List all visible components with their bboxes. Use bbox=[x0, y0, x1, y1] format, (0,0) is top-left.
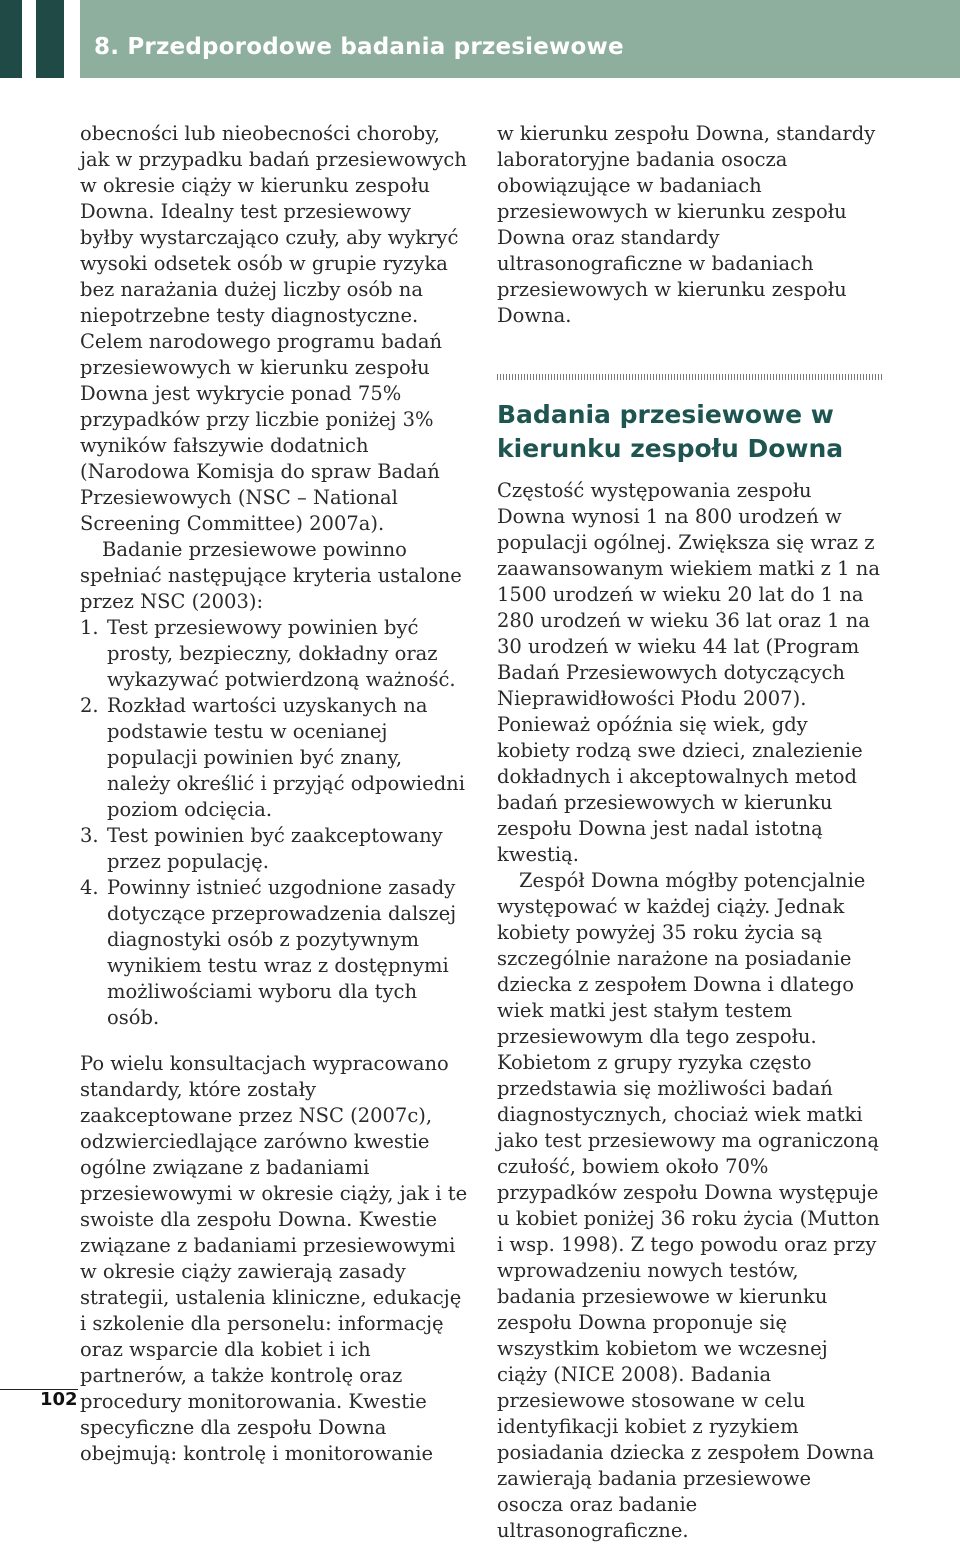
list-item-number: 2. bbox=[80, 694, 99, 717]
list-item-text: Powinny istnieć uzgodnione zasady dotyczące przeprowadzenia dalszej diagnostyki osób z pozytywnym wynikiem testu wraz z dostępnymi możliwościami wyboru dla tych osób. bbox=[107, 876, 457, 1029]
chapter-header bbox=[80, 0, 960, 78]
header-accent-bar-1 bbox=[0, 0, 22, 78]
list-item-text: Test przesiewowy powinien być prosty, bezpieczny, dokładny oraz wykazywać potwierdzoną ważność. bbox=[107, 616, 456, 691]
criteria-list bbox=[80, 615, 470, 1031]
list-item-number: 1. bbox=[80, 616, 99, 639]
list-item bbox=[80, 693, 470, 823]
page-number: 102 bbox=[40, 1389, 78, 1410]
list-item bbox=[80, 615, 470, 693]
chapter-title: 8. Przedporodowe badania przesiewowe bbox=[94, 34, 624, 60]
left-paragraph-3: Po wielu konsultacjach wypracowano standardy, które zostały zaakceptowane przez NSC (2007c), odzwierciedlające zarówno kwestie ogólne związane z badaniami przesiewowymi w okresie ciąży, jak i te swoiste dla zespołu Downa. Kwestie związane z badaniami przesiewowymi w okresie ciąży zawierają zasady strategii, ustalenia kliniczne, edukację i szkolenie dla personelu: informację oraz wsparcie dla kobiet i ich partnerów, a także kontrolę oraz procedury monitorowania. Kwestie specyficzne dla zespołu Downa obejmują: kontrolę i monitorowanie bbox=[80, 1052, 468, 1465]
list-item bbox=[80, 875, 470, 1031]
list-item bbox=[80, 823, 470, 875]
left-column bbox=[80, 121, 470, 1467]
list-item-text: Rozkład wartości uzyskanych na podstawie testu w ocenianej populacji powinien być znany, należy określić i przyjąć odpowiedni poziom odcięcia. bbox=[107, 694, 465, 821]
list-item-number: 4. bbox=[80, 876, 99, 899]
right-paragraph-3: Zespół Downa mógłby potencjalnie występować w każdej ciąży. Jednak kobiety powyżej 35 roku życia są szczególnie narażone na posiadanie dziecka z zespołem Downa i dlatego wiek matki jest stałym testem przesiewowym dla tego zespołu. Kobietom z grupy ryzyka często przedstawia się możliwości badań diagnostycznych, chociaż wiek matki jako test przesiewowy ma ograniczoną czułość, bowiem około 70% przypadków zespołu Downa występuje u kobiet poniżej 36 roku życia (Mutton i wsp. 1998). Z tego powodu oraz przy wprowadzeniu nowych testów, badania przesiewowe w kierunku zespołu Downa proponuje się wszystkim kobietom we wczesnej ciąży (NICE 2008). Badania przesiewowe stosowane w celu identyfikacji kobiet z ryzykiem posiadania dziecka z zespołem Downa zawierają badania przesiewowe osocza oraz badanie ultrasonograficzne. bbox=[497, 869, 880, 1542]
list-item-text: Test powinien być zaakceptowany przez populację. bbox=[107, 824, 443, 873]
left-paragraph-1: obecności lub nieobecności choroby, jak w przypadku badań przesiewowych w okresie ciąży w kierunku zespołu Downa. Idealny test przesiewowy byłby wystarczająco czuły, aby wykryć wysoki odsetek osób w grupie ryzyka bez narażania dużej liczby osób na niepotrzebne testy diagnostyczne. Celem narodowego programu badań przesiewowych w kierunku zespołu Downa jest wykrycie ponad 75% przypadków przy liczbie poniżej 3% wyników fałszywie dodatnich (Narodowa Komisja do spraw Badań Przesiewowych (NSC – National Screening Committee) 2007a). bbox=[80, 122, 467, 535]
section-heading: Badania przesiewowe w kierunku zespołu Downa bbox=[497, 400, 844, 463]
right-paragraph-2: Częstość występowania zespołu Downa wynosi 1 na 800 urodzeń w populacji ogólnej. Zwiększa się wraz z zaawansowanym wiekiem matki z 1 na 1500 urodzeń w wieku 20 lat do 1 na 280 urodzeń w wieku 36 lat oraz 1 na 30 urodzeń w wieku 44 lat (Program Badań Przesiewowych dotyczących Nieprawidłowości Płodu 2007). Ponieważ opóźnia się wiek, gdy kobiety rodzą swe dzieci, znalezienie dokładnych i akceptowalnych metod badań przesiewowych w kierunku zespołu Downa jest nadal istotną kwestią. bbox=[497, 479, 880, 866]
left-paragraph-2: Badanie przesiewowe powinno spełniać następujące kryteria ustalone przez NSC (2003): bbox=[80, 538, 462, 613]
right-paragraph-1: w kierunku zespołu Downa, standardy laboratoryjne badania osocza obowiązujące w badaniach przesiewowych w kierunku zespołu Downa oraz standardy ultrasonograficzne w badaniach przesiewowych w kierunku zespołu Downa. bbox=[497, 122, 876, 327]
right-column bbox=[497, 121, 882, 1544]
section-divider bbox=[497, 374, 882, 380]
header-accent-bar-2 bbox=[36, 0, 64, 78]
list-item-number: 3. bbox=[80, 824, 99, 847]
